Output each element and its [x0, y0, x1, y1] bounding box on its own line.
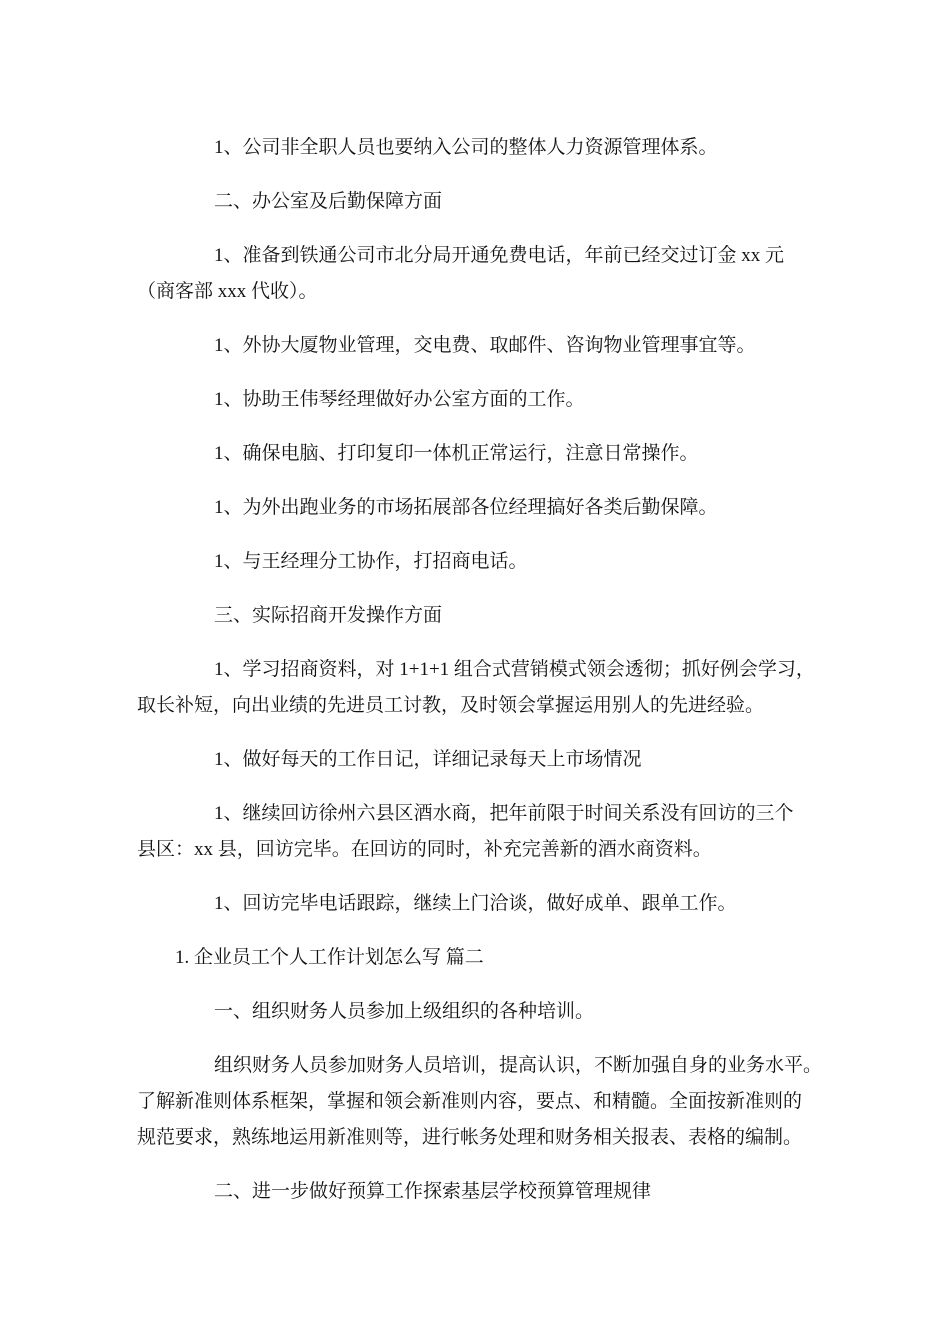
- text-line: 1. 企业员工个人工作计划怎么写 篇二: [175, 947, 484, 968]
- paragraph: [137, 382, 817, 418]
- paragraph: [137, 940, 817, 976]
- text-line: 1、回访完毕电话跟踪，继续上门洽谈，做好成单、跟单工作。: [214, 893, 737, 914]
- paragraph: [137, 490, 817, 526]
- paragraph: [137, 544, 817, 580]
- paragraph: [137, 796, 817, 868]
- paragraph: [137, 1174, 817, 1210]
- text-line: 1、与王经理分工协作，打招商电话。: [214, 551, 528, 572]
- text-line: 1、准备到铁通公司市北分局开通免费电话，年前已经交过订金 xx 元: [214, 245, 785, 266]
- paragraph: [137, 652, 817, 724]
- paragraph: [137, 328, 817, 364]
- text-line: 1、公司非全职人员也要纳入公司的整体人力资源管理体系。: [214, 137, 718, 158]
- text-line: 二、进一步做好预算工作探索基层学校预算管理规律: [214, 1181, 652, 1202]
- text-line: 一、组织财务人员参加上级组织的各种培训。: [214, 1001, 595, 1022]
- text-line: 取长补短，向出业绩的先进员工讨教，及时领会掌握运用别人的先进经验。: [137, 695, 765, 716]
- text-line: 县区：xx 县，回访完毕。在回访的同时，补充完善新的酒水商资料。: [137, 839, 712, 860]
- paragraph: [137, 130, 817, 166]
- text-line: 1、确保电脑、打印复印一体机正常运行，注意日常操作。: [214, 443, 699, 464]
- text-line: 1、做好每天的工作日记，详细记录每天上市场情况: [214, 749, 642, 770]
- paragraph: [137, 598, 817, 634]
- text-line: 1、为外出跑业务的市场拓展部各位经理搞好各类后勤保障。: [214, 497, 718, 518]
- paragraph: [137, 742, 817, 778]
- text-line: 1、学习招商资料，对 1+1+1 组合式营销模式领会透彻；抓好例会学习，: [214, 659, 815, 680]
- paragraph: [137, 886, 817, 922]
- text-line: 三、实际招商开发操作方面: [214, 605, 443, 626]
- paragraph: [137, 1048, 823, 1156]
- paragraph: [137, 238, 817, 310]
- paragraph: [137, 436, 817, 472]
- text-line: 规范要求，熟练地运用新准则等，进行帐务处理和财务相关报表、表格的编制。: [137, 1127, 803, 1148]
- text-line: 1、协助王伟琴经理做好办公室方面的工作。: [214, 389, 585, 410]
- text-line: 二、办公室及后勤保障方面: [214, 191, 443, 212]
- paragraph: [137, 994, 817, 1030]
- text-line: 了解新准则体系框架，掌握和领会新准则内容，要点、和精髓。全面按新准则的: [137, 1091, 803, 1112]
- text-line: （商客部 xxx 代收）。: [137, 281, 318, 302]
- document-page: [137, 130, 823, 1228]
- text-line: 1、继续回访徐州六县区酒水商，把年前限于时间关系没有回访的三个: [214, 803, 794, 824]
- text-line: 组织财务人员参加财务人员培训，提高认识，不断加强自身的业务水平。: [214, 1055, 823, 1076]
- paragraph: [137, 184, 817, 220]
- text-line: 1、外协大厦物业管理，交电费、取邮件、咨询物业管理事宜等。: [214, 335, 756, 356]
